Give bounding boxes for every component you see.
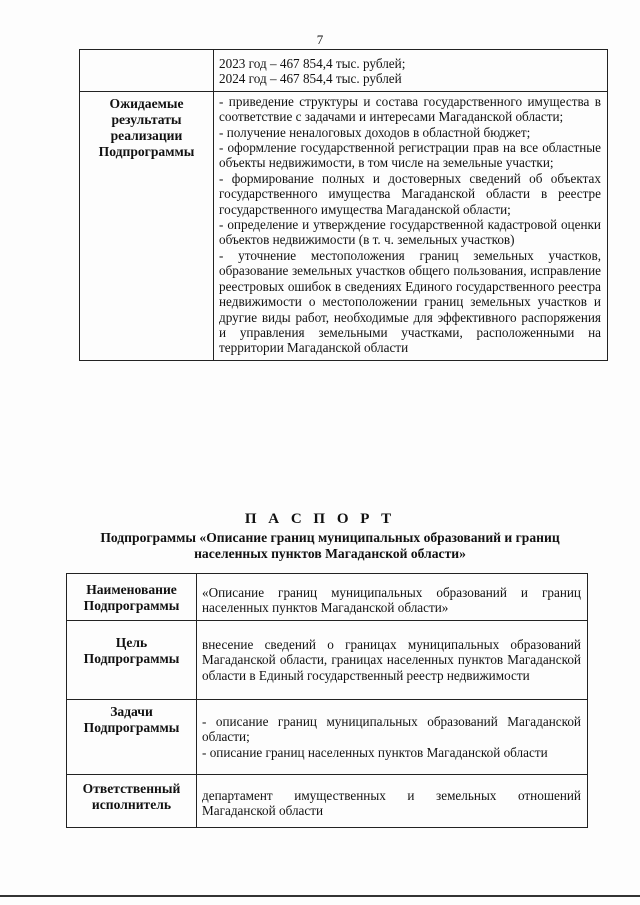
- passport-subtitle: Подпрограммы «Описание границ муниципальных образований и границ населенных пунктов Магаданской области»: [100, 530, 560, 561]
- result-item: - оформление государственной регистрации прав на все областные объекты недвижимости, в том числе на земельные участки;: [219, 140, 601, 171]
- funding-line-2023: 2023 год – 467 854,4 тыс. рублей;: [219, 56, 406, 71]
- subprogram-passport-table: [66, 573, 588, 828]
- executor-value-cell: [197, 774, 588, 827]
- goal-label-text: Цель Подпрограммы: [83, 634, 180, 666]
- executor-label: [67, 774, 197, 827]
- table-row: [80, 91, 608, 360]
- results-label-text: Ожидаемые результаты реализации Подпрограммы: [98, 95, 195, 159]
- goal-label: [67, 620, 197, 699]
- table-row: [80, 50, 608, 92]
- table-row: [67, 699, 588, 774]
- table-row: [67, 774, 588, 827]
- task-item: - описание границ муниципальных образований Магаданской области;: [202, 713, 581, 745]
- executor-value: департамент имущественных и земельных отношений Магаданской области: [202, 787, 581, 819]
- executor-label-text: Ответственный исполнитель: [82, 780, 181, 812]
- results-label: [80, 91, 214, 360]
- name-value: «Описание границ муниципальных образований и границ населенных пунктов Магаданской области»: [202, 585, 581, 616]
- funding-line-2024: 2024 год – 467 854,4 тыс. рублей: [219, 71, 402, 87]
- result-item: - определение и утверждение государственной кадастровой оценки объектов недвижимости (в т. ч. земельных участков): [219, 217, 601, 248]
- name-value-cell: [197, 574, 588, 621]
- tasks-label: [67, 699, 197, 774]
- table-row: [67, 574, 588, 621]
- goal-value: внесение сведений о границах муниципальных образований Магаданской области, границах населенных пунктов Магаданской области в Единый государственный реестр недвижимости: [202, 636, 581, 683]
- goal-value-cell: [197, 620, 588, 699]
- subprogram-passport-table-continued: [79, 49, 608, 361]
- name-label-text: Наименование Подпрограммы: [83, 582, 180, 613]
- tasks-value-cell: [197, 699, 588, 774]
- table-row: [67, 620, 588, 699]
- empty-label-cell: [80, 50, 214, 92]
- task-item: - описание границ населенных пунктов Магаданской области: [202, 744, 548, 760]
- passport-title: П А С П О Р Т: [244, 511, 396, 527]
- page-bottom-edge: [0, 895, 640, 897]
- result-item: - приведение структуры и состава государственного имущества в соответствие с задачами и интересами Магаданской области;: [219, 93, 601, 125]
- results-cell: [214, 91, 608, 360]
- result-item: - получение неналоговых доходов в областной бюджет;: [219, 124, 531, 140]
- funding-cell: [214, 50, 608, 92]
- result-item: - формирование полных и достоверных сведений об объектах государственного имущества Магаданской области в реестре государственного имущества Магаданской области;: [219, 170, 601, 217]
- result-item: - уточнение местоположения границ земельных участков, образование земельных участков общего пользования, исправление реестровых ошибок в сведениях Единого государственного реестра недвижимости о местоположении границ земельных участков и другие виды работ, необходимые для эффективного распоряжения и управления земельными участками, расположенными на территории Магаданской области: [219, 247, 601, 356]
- name-label: [67, 574, 197, 621]
- tasks-label-text: Задачи Подпрограммы: [83, 703, 180, 735]
- page-number: 7: [316, 32, 324, 47]
